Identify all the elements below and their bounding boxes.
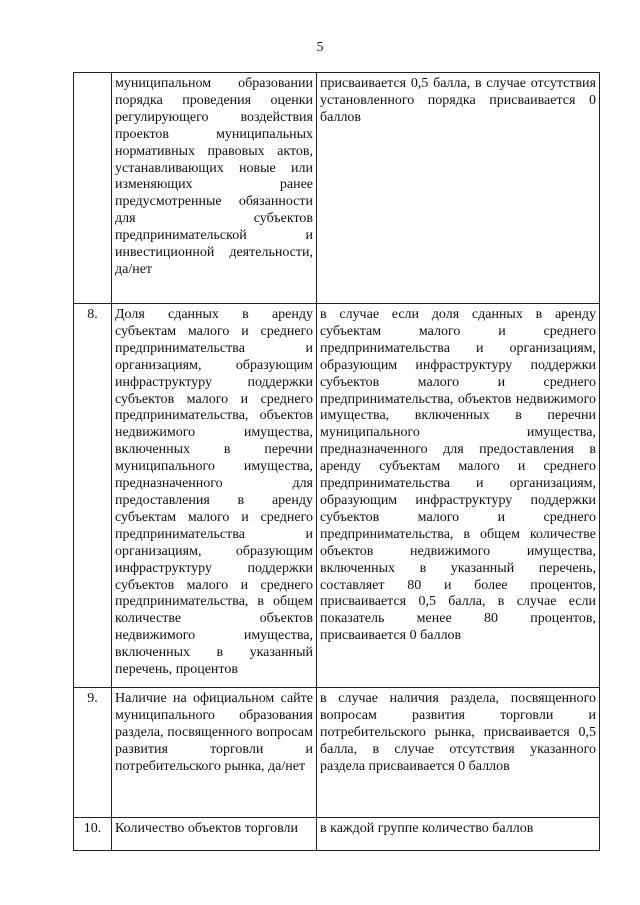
page-number: 5 xyxy=(316,40,324,55)
criteria-table xyxy=(73,72,600,851)
criterion-cell: муниципальном образовании порядка проведения оценки регулирующего воздействия проектов муниципальных нормативных правовых актов, устанавливающих новые или изменяющих ранее предусмотренные обязанности для субъектов предпринимательской и инвестиционной деятельности, да/нет xyxy=(112,73,317,304)
criterion-cell: Наличие на официальном сайте муниципального образования раздела, посвященного вопросам развития торговли и потребительского рынка, да/нет xyxy=(112,688,317,818)
row-number: 8. xyxy=(74,304,112,688)
scoring-cell: присваивается 0,5 балла, в случае отсутствия установленного порядка присваивается 0 баллов xyxy=(317,73,600,304)
table-row xyxy=(74,818,600,851)
row-number: 9. xyxy=(74,688,112,818)
criterion-cell: Доля сданных в аренду субъектам малого и среднего предпринимательства и организациям, образующим инфраструктуру поддержки субъектов малого и среднего предпринимательства, объектов недвижимого имущества, включенных в перечни муниципального имущества, предназначенного для предоставления в аренду субъектам малого и среднего предпринимательства и организациям, образующим инфраструктуру поддержки субъектов малого и среднего предпринимательства, в общем количестве объектов недвижимого имущества, включенных в указанный перечень, процентов xyxy=(112,304,317,688)
row-number: 10. xyxy=(74,818,112,851)
scoring-cell: в каждой группе количество баллов xyxy=(317,818,600,851)
table-row xyxy=(74,304,600,688)
row-number xyxy=(74,73,112,304)
criterion-cell: Количество объектов торговли xyxy=(112,818,317,851)
table-row xyxy=(74,688,600,818)
scoring-cell: в случае если доля сданных в аренду субъектам малого и среднего предпринимательства и организациям, образующим инфраструктуру поддержки субъектов малого и среднего предпринимательства, объектов недвижимого имущества, включенных в перечни муниципального имущества, предназначенного для предоставления в аренду субъектам малого и среднего предпринимательства и организациям, образующим инфраструктуру поддержки субъектов малого и среднего предпринимательства, в общем количестве объектов недвижимого имущества, включенных в указанный перечень, составляет 80 и более процентов, присваивается 0,5 балла, в случае если показатель менее 80 процентов, присваивается 0 баллов xyxy=(317,304,600,688)
scoring-cell: в случае наличия раздела, посвященного вопросам развития торговли и потребительского рынка, присваивается 0,5 балла, в случае отсутствия указанного раздела присваивается 0 баллов xyxy=(317,688,600,818)
table-row xyxy=(74,73,600,304)
